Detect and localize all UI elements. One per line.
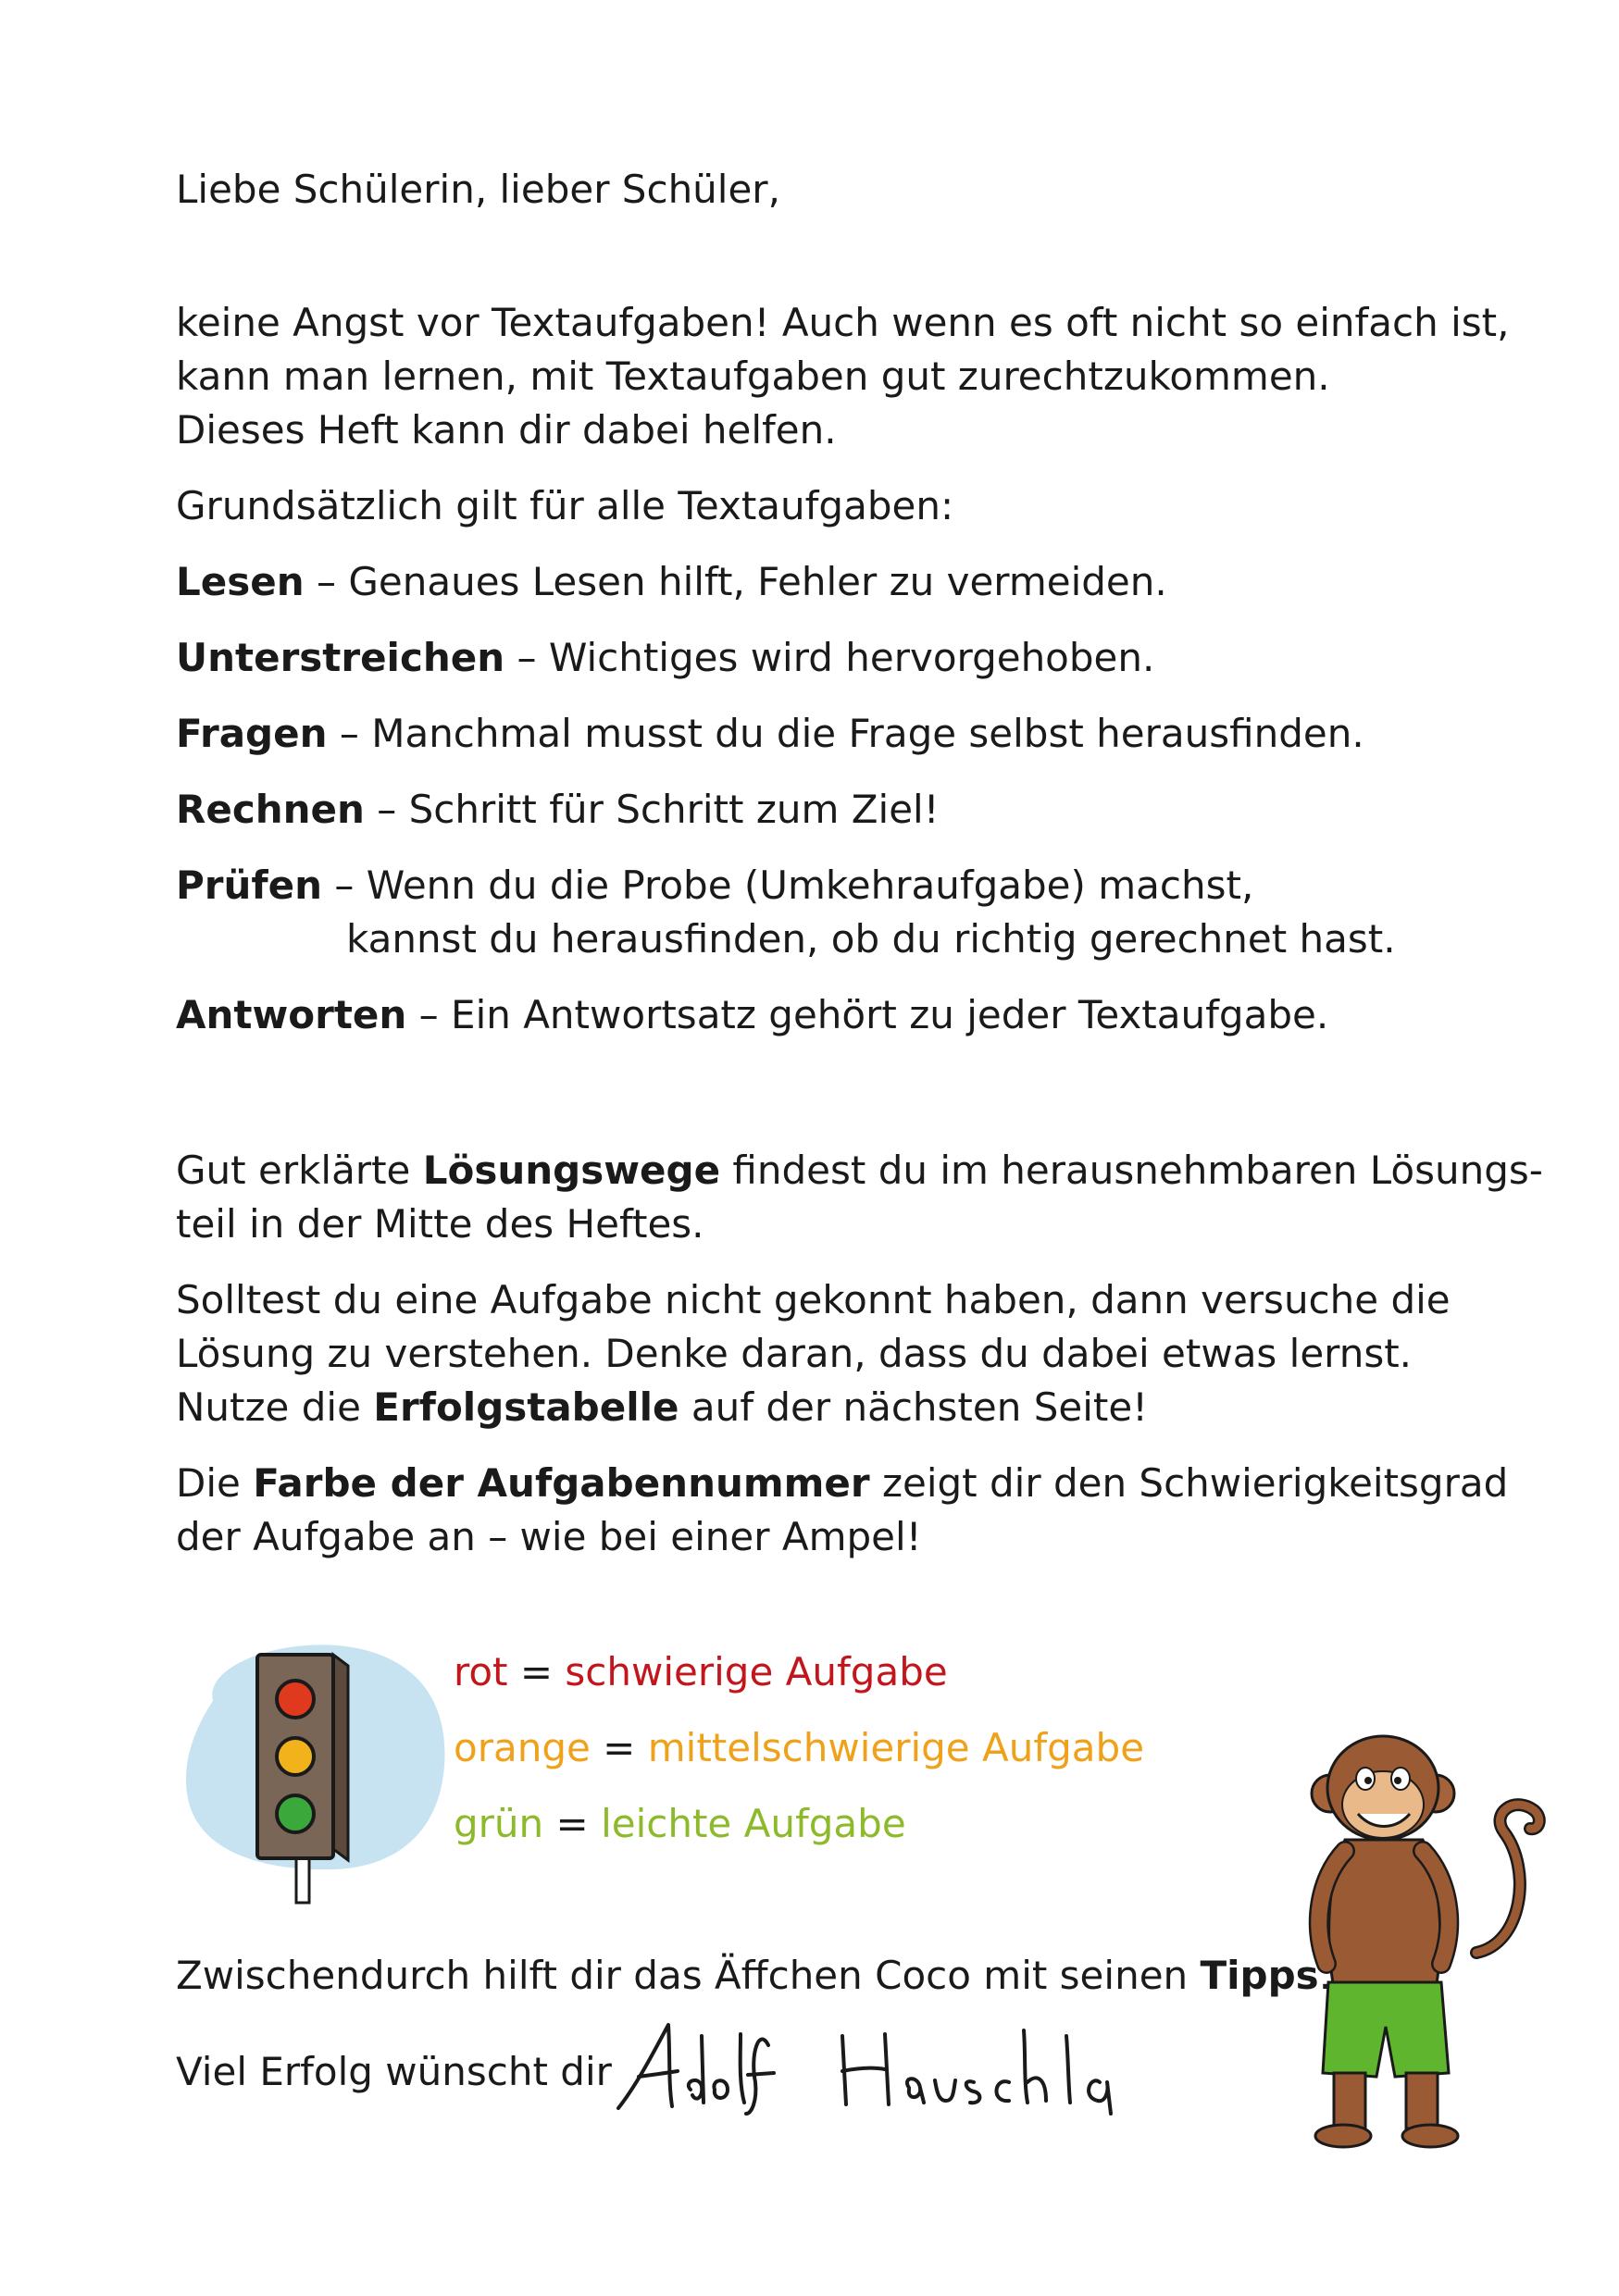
step-pruefen-continued: kannst du herausfinden, ob du richtig gerechnet hast.	[346, 916, 1396, 962]
legend-equals: =	[507, 1649, 566, 1694]
legend-orange	[454, 1721, 1144, 1775]
step-pruefen	[176, 859, 1253, 912]
step-term: Fragen	[176, 711, 328, 756]
color-info-post: zeigt dir den Schwierigkeitsgrad	[869, 1460, 1509, 1506]
solutions-line-1	[176, 1144, 1543, 1198]
legend-meaning: mittelschwierige Aufgabe	[647, 1725, 1145, 1770]
step-term: Antworten	[176, 992, 407, 1037]
legend-color-word: rot	[454, 1649, 508, 1694]
retry-pre: Nutze die	[176, 1384, 374, 1430]
step-term: Prüfen	[176, 863, 323, 908]
color-info-pre: Die	[176, 1460, 254, 1506]
intro-line-1: keine Angst vor Textaufgaben! Auch wenn es oft nicht so einfach ist,	[176, 300, 1510, 345]
legend-equals: =	[543, 1801, 602, 1846]
step-lesen	[176, 555, 1167, 609]
principle-heading: Grundsätzlich gilt für alle Textaufgaben:	[176, 483, 954, 528]
solutions-post: findest du im herausnehmbaren Lösungs-	[720, 1148, 1543, 1193]
step-text: – Schritt für Schritt zum Ziel!	[364, 787, 940, 832]
step-text: – Genaues Lesen hilft, Fehler zu vermeiden.	[304, 559, 1167, 604]
step-rechnen	[176, 783, 940, 837]
legend-red	[454, 1645, 948, 1699]
color-info-bold: Farbe der Aufgabennummer	[253, 1460, 870, 1506]
legend-equals: =	[590, 1725, 648, 1770]
legend-color-word: grün	[454, 1801, 544, 1846]
legend-color-word: orange	[454, 1725, 591, 1770]
step-term: Lesen	[176, 559, 305, 604]
step-text: – Manchmal musst du die Frage selbst herausfinden.	[327, 711, 1364, 756]
step-term: Unterstreichen	[176, 635, 505, 680]
tips-post: .	[1318, 1953, 1332, 1998]
step-term: Rechnen	[176, 787, 365, 832]
legend-meaning: leichte Aufgabe	[601, 1801, 906, 1846]
step-text: – Ein Antwortsatz gehört zu jeder Textaufgabe.	[406, 992, 1329, 1037]
step-fragen	[176, 707, 1364, 761]
step-antworten	[176, 988, 1328, 1042]
solutions-pre: Gut erklärte	[176, 1148, 423, 1193]
closing: Viel Erfolg wünscht dir	[176, 2049, 612, 2094]
intro-line-2: kann man lernen, mit Textaufgaben gut zurechtzukommen.	[176, 354, 1330, 399]
retry-post: auf der nächsten Seite!	[679, 1384, 1149, 1430]
traffic-light-icon	[176, 1627, 454, 1905]
legend-green	[454, 1797, 906, 1851]
intro-line-3: Dieses Heft kann dir dabei helfen.	[176, 407, 837, 453]
greeting: Liebe Schülerin, lieber Schüler,	[176, 167, 780, 212]
retry-line-2: Lösung zu verstehen. Denke daran, dass du dabei etwas lernst.	[176, 1331, 1413, 1376]
step-text: – Wichtiges wird hervorgehoben.	[504, 635, 1155, 680]
retry-line-1: Solltest du eine Aufgabe nicht gekonnt haben, dann versuche die	[176, 1277, 1451, 1322]
retry-line-3	[176, 1381, 1148, 1434]
color-info-line-1	[176, 1457, 1508, 1510]
step-text: – Wenn du die Probe (Umkehraufgabe) machst,	[322, 863, 1254, 908]
legend-meaning: schwierige Aufgabe	[565, 1649, 948, 1694]
color-info-line-2: der Aufgabe an – wie bei einer Ampel!	[176, 1514, 922, 1559]
monkey-icon	[1291, 1721, 1551, 2156]
solutions-bold: Lösungswege	[422, 1148, 721, 1193]
tips-pre: Zwischendurch hilft dir das Äffchen Coco mit seinen	[176, 1953, 1201, 1998]
signature-icon	[611, 2017, 1185, 2119]
tips-bold: Tipps	[1200, 1953, 1319, 1998]
retry-bold: Erfolgstabelle	[373, 1384, 679, 1430]
step-unterstreichen	[176, 631, 1154, 685]
tips-line	[176, 1949, 1331, 2003]
solutions-line-2: teil in der Mitte des Heftes.	[176, 1201, 704, 1247]
